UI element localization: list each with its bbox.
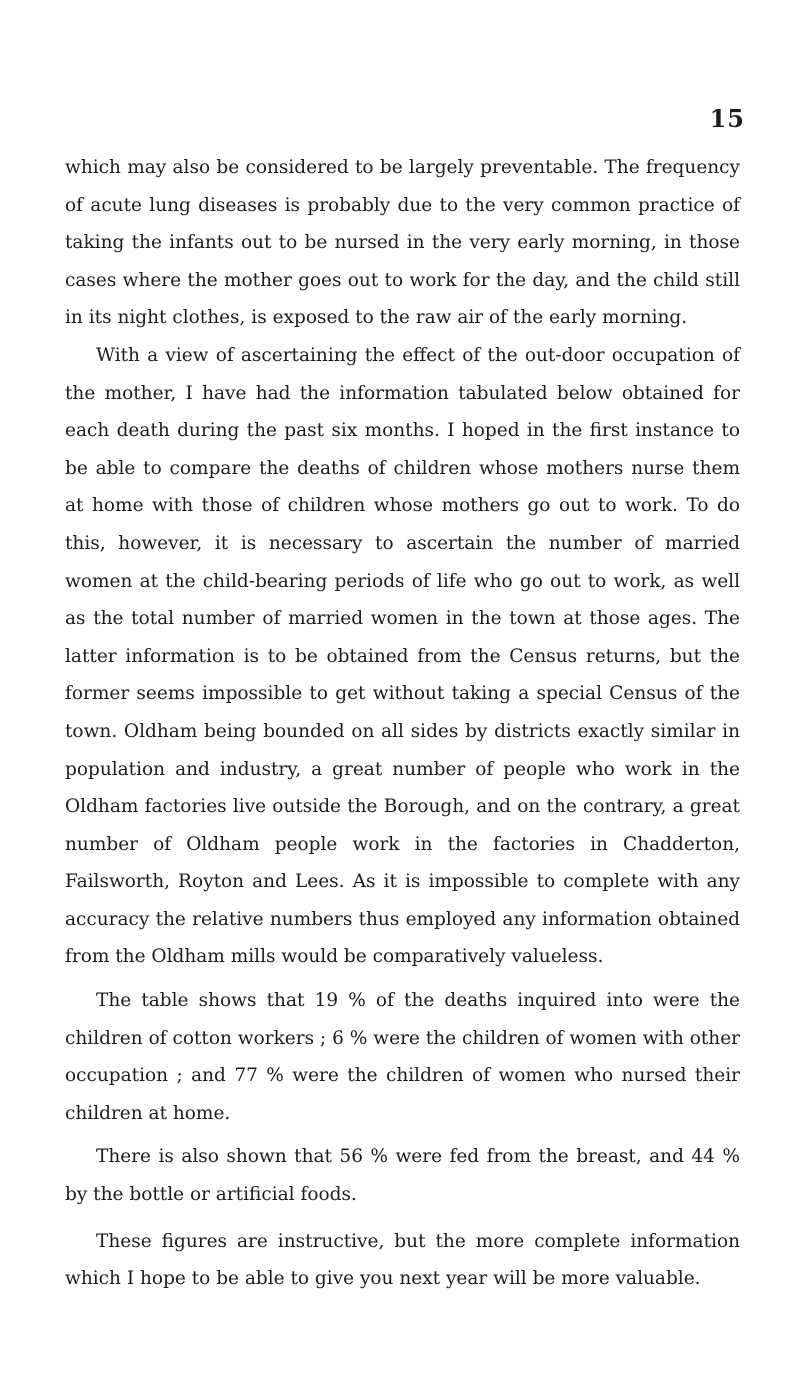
paragraph-4: There is also shown that 56 % were fed from the breast, and 44 % by the bottle or artificial foods. bbox=[65, 1146, 740, 1206]
page-number: 15 bbox=[709, 104, 745, 133]
body-text bbox=[65, 149, 740, 1298]
paragraph-1: which may also be considered to be largely preventable. The frequency of acute lung diseases is probably due to the very common practice of taking the infants out to be nursed in the very early morning, in those cases where the mother goes out to work for the day, and the child still in its night clothes, is exposed to the raw air of the early morning. bbox=[65, 157, 740, 329]
paragraph-2: With a view of ascertaining the effect of the out-door occupation of the mother, I have had the information tabulated below obtained for each death during the past six months. I hoped in the first instance to be able to compare the deaths of children whose mothers nurse them at home with those of children whose mothers go out to work. To do this, however, it is necessary to ascertain the number of married women at the child-bearing periods of life who go out to work, as well as the total number of married women in the town at those ages. The latter information is to be obtained from the Census returns, but the former seems impossible to get without taking a special Census of the town. Oldham being bounded on all sides by districts exactly similar in population and industry, a great number of people who work in the Oldham factories live outside the Borough, and on the contrary, a great number of Oldham people work in the factories in Chadderton, Failsworth, Royton and Lees. As it is impossible to complete with any accuracy the relative numbers thus employed any information obtained from the Oldham mills would be comparatively valueless. bbox=[65, 344, 740, 968]
paragraph-3: The table shows that 19 % of the deaths inquired into were the children of cotton workers ; 6 % were the children of women with other occupation ; and 77 % were the children of women who nursed their children at home. bbox=[65, 990, 740, 1124]
paragraph-5: These figures are instructive, but the more complete information which I hope to be able to give you next year will be more valuable. bbox=[65, 1230, 740, 1290]
